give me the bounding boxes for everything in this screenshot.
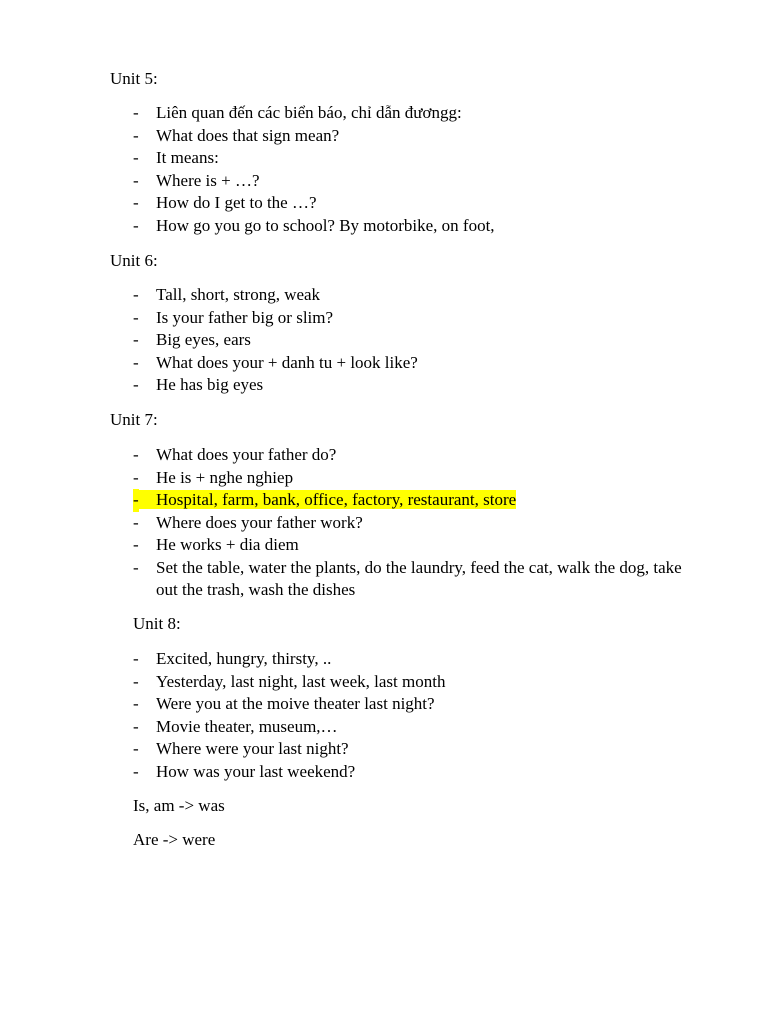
bullet-dash: - [133, 649, 139, 668]
unit7-list [133, 444, 693, 602]
list-item: - Big eyes, ears [133, 329, 693, 352]
list-item: - Tall, short, strong, weak [133, 284, 693, 307]
list-item: - Where is + …? [133, 170, 693, 193]
bullet-dash: - [133, 739, 139, 758]
bullet-dash: - [133, 285, 139, 304]
bullet-dash: - [133, 467, 139, 487]
note-line-2: Are -> were [133, 830, 216, 849]
bullet-dash: - [133, 671, 139, 691]
list-item: - Excited, hungry, thirsty, .. [133, 648, 693, 671]
bullet-dash: - [133, 148, 139, 167]
bullet-dash: - [133, 307, 139, 327]
bullet-dash: - [133, 125, 139, 145]
list-item: - He has big eyes [133, 374, 693, 397]
unit8-heading: Unit 8: [133, 614, 181, 633]
bullet-dash: - [133, 694, 139, 713]
unit5-list [133, 102, 693, 237]
bullet-dash: - [133, 716, 139, 736]
highlighted-list-item [133, 489, 693, 512]
bullet-dash: - [133, 193, 139, 212]
bullet-dash: - [133, 352, 139, 372]
list-item: - What does your + danh tu + look like? [133, 352, 693, 375]
bullet-dash: - [133, 330, 139, 349]
unit6-heading: Unit 6: [110, 251, 158, 270]
unit7-heading: Unit 7: [110, 410, 158, 429]
bullet-dash: - [133, 761, 139, 781]
list-item: - What does that sign mean? [133, 125, 693, 148]
list-item: - Is your father big or slim? [133, 307, 693, 330]
list-item: - Movie theater, museum,… [133, 716, 693, 739]
unit8-list [133, 648, 693, 783]
bullet-dash: - [133, 215, 139, 235]
bullet-dash: - [133, 557, 139, 577]
note-line-1: Is, am -> was [133, 796, 225, 815]
list-item: - It means: [133, 147, 693, 170]
list-item: - How do I get to the …? [133, 192, 693, 215]
list-item: - Yesterday, last night, last week, last month [133, 671, 693, 694]
list-item: - Liên quan đến các biển báo, chỉ dẫn đươngg: [133, 102, 693, 125]
list-item: - He is + nghe nghiep [133, 467, 693, 490]
bullet-dash: - [133, 375, 139, 394]
list-item: - He works + dia diem [133, 534, 693, 557]
unit6-list [133, 284, 693, 397]
list-item: - How go you go to school? By motorbike, on foot, [133, 215, 693, 238]
list-item: - How was your last weekend? [133, 761, 693, 784]
bullet-dash: - [133, 535, 139, 554]
highlighted-text: Hospital, farm, bank, office, factory, restaurant, store [139, 490, 516, 509]
list-item: - Were you at the moive theater last night? [133, 693, 693, 716]
list-item: - Set the table, water the plants, do the laundry, feed the cat, walk the dog, take out the trash, wash the dishes [133, 557, 682, 599]
list-item: - What does your father do? [133, 444, 693, 467]
list-item: - Where were your last night? [133, 738, 693, 761]
bullet-dash: - [133, 512, 139, 532]
bullet-dash: - [133, 445, 139, 464]
bullet-dash: - [133, 103, 139, 122]
unit5-heading: Unit 5: [110, 69, 158, 88]
bullet-dash: - [133, 489, 139, 512]
list-item: - Where does your father work? [133, 512, 693, 535]
bullet-dash: - [133, 170, 139, 190]
